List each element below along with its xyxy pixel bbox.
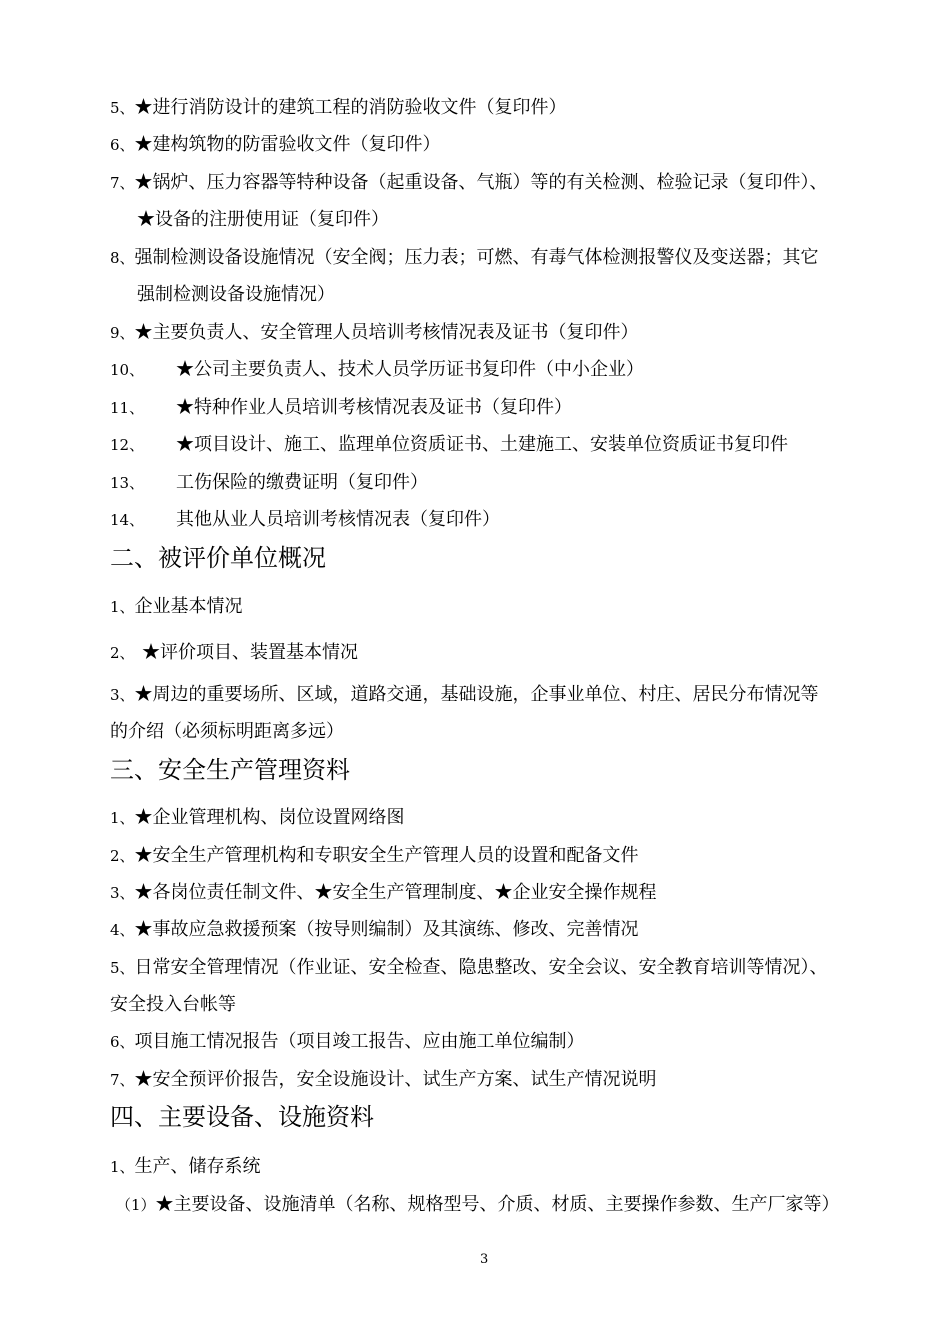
list-item: 1、生产、储存系统 bbox=[110, 1156, 261, 1177]
list-item: 3、★周边的重要场所、区域，道路交通，基础设施，企事业单位、村庄、居民分布情况等 bbox=[110, 684, 819, 705]
list-item: 4、★事故应急救援预案（按导则编制）及其演练、修改、完善情况 bbox=[110, 919, 639, 940]
list-item-continuation: 的介绍（必须标明距离多远） bbox=[110, 721, 344, 742]
section-heading: 二、被评价单位概况 bbox=[110, 544, 326, 572]
list-item: 14、 其他从业人员培训考核情况表（复印件） bbox=[110, 509, 500, 530]
list-item: 1、★企业管理机构、岗位设置网络图 bbox=[110, 807, 405, 828]
list-item: （1）★主要设备、设施清单（名称、规格型号、介质、材质、主要操作参数、生产厂家等） bbox=[116, 1194, 840, 1215]
list-item: 6、★建构筑物的防雷验收文件（复印件） bbox=[110, 134, 441, 155]
section-heading: 三、安全生产管理资料 bbox=[110, 756, 350, 784]
list-item: 2、★安全生产管理机构和专职安全生产管理人员的设置和配备文件 bbox=[110, 845, 639, 866]
list-item: 8、强制检测设备设施情况（安全阀；压力表；可燃、有毒气体检测报警仪及变送器；其它 bbox=[110, 247, 819, 268]
section-heading: 四、主要设备、设施资料 bbox=[110, 1103, 374, 1131]
page-number: 3 bbox=[480, 1252, 489, 1267]
list-item: 5、日常安全管理情况（作业证、安全检查、隐患整改、安全会议、安全教育培训等情况）、 bbox=[110, 957, 828, 978]
list-item: 9、★主要负责人、安全管理人员培训考核情况表及证书（复印件） bbox=[110, 322, 639, 343]
list-item-continuation: 强制检测设备设施情况） bbox=[137, 284, 335, 305]
list-item-continuation: ★设备的注册使用证（复印件） bbox=[137, 209, 389, 230]
list-item: 11、 ★特种作业人员培训考核情况表及证书（复印件） bbox=[110, 397, 572, 418]
list-item: 7、★安全预评价报告，安全设施设计、试生产方案、试生产情况说明 bbox=[110, 1069, 657, 1090]
list-item: 3、★各岗位责任制文件、★安全生产管理制度、★企业安全操作规程 bbox=[110, 882, 657, 903]
list-item: 7、★锅炉、压力容器等特种设备（起重设备、气瓶）等的有关检测、检验记录（复印件）、 bbox=[110, 172, 828, 193]
list-item: 13、 工伤保险的缴费证明（复印件） bbox=[110, 472, 428, 493]
list-item: 10、 ★公司主要负责人、技术人员学历证书复印件（中小企业） bbox=[110, 359, 644, 380]
list-item: 1、企业基本情况 bbox=[110, 596, 243, 617]
list-item-continuation: 安全投入台帐等 bbox=[110, 994, 236, 1015]
list-item: 6、项目施工情况报告（项目竣工报告、应由施工单位编制） bbox=[110, 1031, 585, 1052]
list-item: 5、★进行消防设计的建筑工程的消防验收文件（复印件） bbox=[110, 97, 567, 118]
list-item: 12、 ★项目设计、施工、监理单位资质证书、土建施工、安装单位资质证书复印件 bbox=[110, 434, 788, 455]
list-item: 2、 ★评价项目、装置基本情况 bbox=[110, 642, 358, 663]
